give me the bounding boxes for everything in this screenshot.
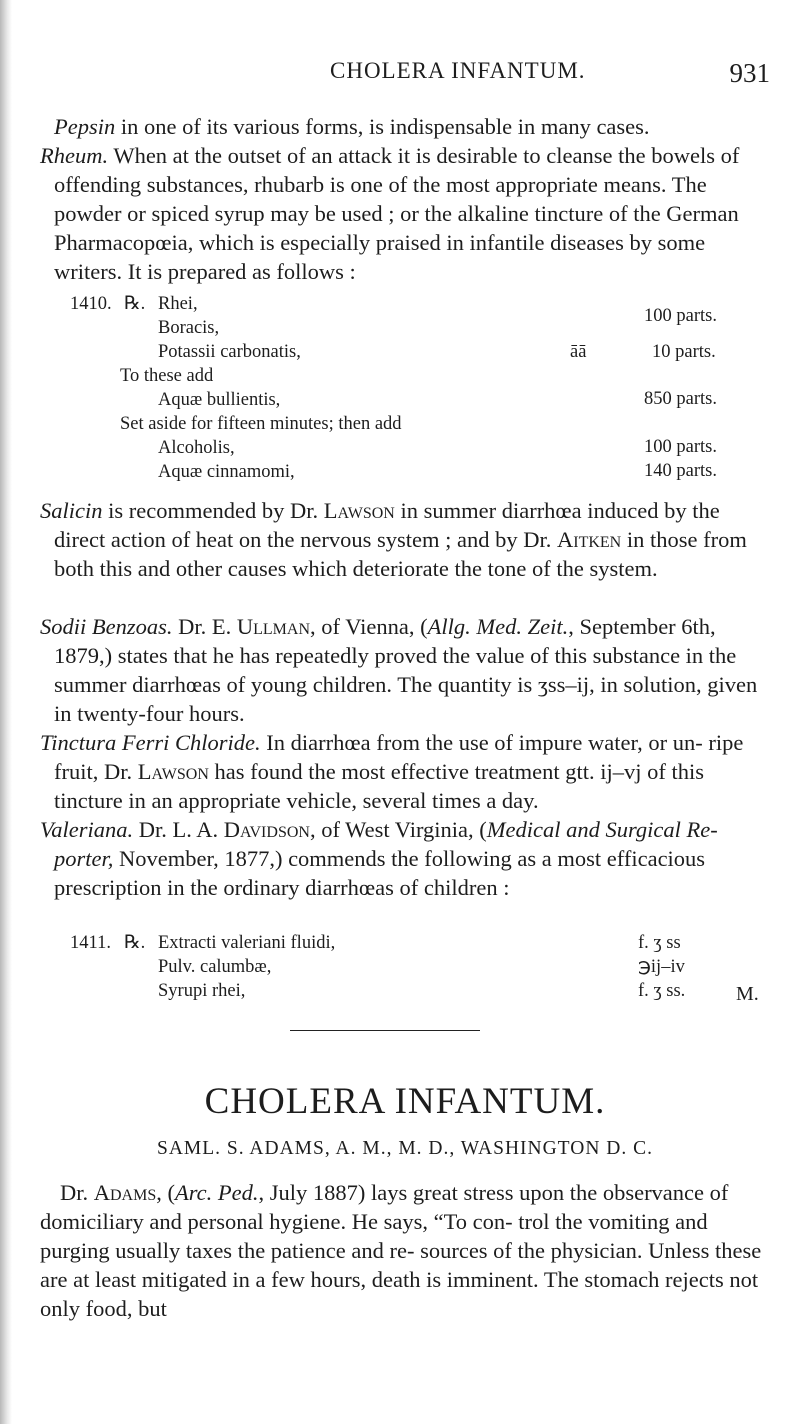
- rx-1410-aa: āā: [570, 342, 587, 362]
- adams-text: , July 1887) lays great stress upon the observance of domiciliary and personal hygiene. He says, “To con- trol the vomiting and purging usually taxes the patience and re- sources of the physician. Unless these are at least mitigated in a few hours, death is imminent. The stomach rejects not only food, but: [40, 1180, 762, 1321]
- author-name: Ullman: [236, 614, 311, 639]
- rx-1411-quantities: [638, 931, 685, 1003]
- rheum-text: When at the outset of an attack it is desirable to cleanse the bowels of offending substances, rhubarb is one of the most appropriate means. The powder or spiced syrup may be used ; or the alkaline tincture of the German Pharmacopœia, which is especially praised in infantile diseases by some writers. It is prepared as follows :: [54, 143, 740, 284]
- salicin-text: in those from both this and other causes which deteriorate the tone of the system.: [54, 527, 747, 581]
- pepsin-paragraph: [54, 112, 769, 141]
- valeriana-term: Valeriana.: [40, 817, 134, 842]
- pepsin-term: Pepsin: [54, 114, 116, 139]
- tinctura-paragraph: [40, 728, 769, 815]
- salicin-text: is recommended by Dr.: [102, 498, 324, 523]
- sodii-term: Sodii Benzoas.: [40, 614, 173, 639]
- author-name: Adams: [93, 1180, 157, 1205]
- rx-1411-line: Pulv. calumbæ,: [158, 957, 272, 977]
- rx-1410-symbol: ℞.: [124, 294, 146, 314]
- rx-1410-line: Alcoholis,: [158, 438, 235, 458]
- running-title: CHOLERA INFANTUM.: [330, 58, 586, 83]
- page-number: 931: [729, 58, 770, 88]
- valeriana-text: Dr. L. A.: [133, 817, 224, 842]
- rx-1411-line: Extracti valeriani fluidi,: [158, 933, 336, 953]
- sodii-text: , September 6th, 1879,) states that he has repeatedly proved the value of this substance in the summer diarrhœas of young children. The quantity is ʒss–ij, in solution, given in twenty-four hours.: [54, 614, 758, 726]
- rx-1410-qty: 140 parts.: [644, 461, 717, 481]
- rx-1410-qty: 100 parts.: [644, 437, 717, 457]
- salicin-term: Salicin: [40, 498, 103, 523]
- rx-1411-qty: ℈ij–iv: [638, 957, 685, 977]
- valeriana-paragraph: [40, 815, 769, 902]
- rx-1410-line: Aquæ bullientis,: [158, 390, 281, 410]
- rx-1410-line: Potassii carbonatis,: [158, 342, 301, 362]
- book-spine-shadow: [0, 0, 12, 1424]
- pepsin-text: in one of its various forms, is indispensable in many cases.: [115, 114, 650, 139]
- rx-1410-line: Set aside for fifteen minutes; then add: [120, 414, 402, 434]
- rx-1410-ingredients: [158, 292, 219, 340]
- rx-1410-qty: 850 parts.: [644, 389, 717, 409]
- running-header: [40, 50, 770, 88]
- valeriana-text: , of West Virginia, (: [309, 817, 487, 842]
- adams-paragraph: [40, 1178, 770, 1323]
- rx-1410-line: Rhei,: [158, 294, 198, 314]
- author-name: Davidson: [223, 817, 310, 842]
- author-name: Lawson: [323, 498, 395, 523]
- tinctura-text: In diarrhœa from the use of impure water, or un- ripe fruit, Dr.: [54, 730, 744, 784]
- author-name: Lawson: [137, 759, 209, 784]
- rx-1410-line: To these add: [120, 366, 214, 386]
- rx-1411-line: Syrupi rhei,: [158, 981, 246, 1001]
- adams-text: Dr.: [60, 1180, 94, 1205]
- journal-title: Allg. Med. Zeit.: [427, 614, 569, 639]
- sodii-text: , of Vienna, (: [310, 614, 428, 639]
- rx-1410-qty: 10 parts.: [652, 342, 716, 362]
- valeriana-text: November, 1877,) commends the following as a most efficacious prescription in the ordinary diarrhœas of children :: [54, 846, 706, 900]
- rheum-term: Rheum.: [40, 143, 109, 168]
- section-title: CHOLERA INFANTUM.: [204, 1081, 606, 1122]
- rx-1411-misce: M.: [736, 983, 759, 1005]
- rx-1411-symbol: ℞.: [124, 933, 146, 953]
- journal-title: Arc. Ped.: [174, 1180, 259, 1205]
- tinctura-term: Tinctura Ferri Chloride.: [40, 730, 261, 755]
- tinctura-text: has found the most effective treatment gtt. ij–vj of this tincture in an appropriate vehicle, several times a day.: [54, 759, 704, 813]
- sodii-paragraph: [40, 612, 769, 728]
- rx-1411-number: 1411.: [70, 933, 111, 953]
- rx-1411-qty: f. ʒ ss: [638, 933, 681, 953]
- rx-1410-qty: 100 parts.: [644, 306, 717, 326]
- rx-1410-number: 1410.: [70, 294, 112, 314]
- salicin-text: in summer diarrhœa induced by the direct action of heat on the nervous system ; and by Dr.: [54, 498, 720, 552]
- rx-1410-line: Aquæ cinnamomi,: [158, 462, 295, 482]
- journal-title: Medical and Surgical Re- porter,: [54, 817, 718, 871]
- rx-1410-line: Boracis,: [158, 318, 220, 338]
- section-byline: SAML. S. ADAMS, A. M., M. D., WASHINGTON D. C.: [156, 1138, 653, 1159]
- rheum-paragraph: [40, 141, 769, 286]
- rx-1411-ingredients: [158, 931, 335, 1003]
- salicin-paragraph: [40, 496, 769, 583]
- rx-1410-instructions: [120, 340, 402, 484]
- section-divider: [290, 1030, 480, 1031]
- sodii-text: Dr. E.: [172, 614, 237, 639]
- rx-1411-qty: f. ʒ ss.: [638, 981, 686, 1001]
- adams-text: , (: [156, 1180, 175, 1205]
- author-name: Aitken: [557, 527, 622, 552]
